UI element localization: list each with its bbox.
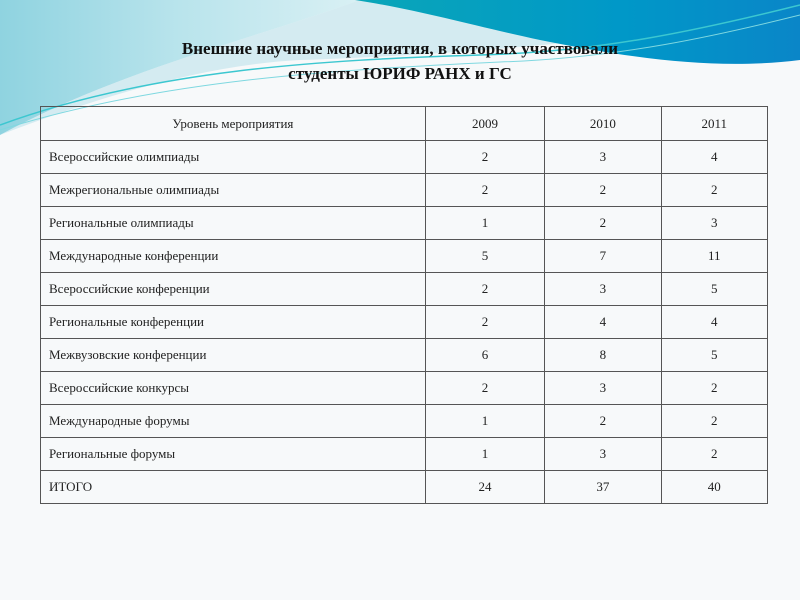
count-cell-2009: 2	[425, 273, 544, 306]
count-cell-2010: 8	[545, 339, 661, 372]
count-cell-2009: 1	[425, 207, 544, 240]
header-2009: 2009	[425, 107, 544, 141]
count-cell-2011: 3	[661, 207, 767, 240]
table-row	[41, 471, 768, 504]
count-cell-2010: 3	[545, 273, 661, 306]
count-cell-2009: 2	[425, 306, 544, 339]
count-cell-2011: 40	[661, 471, 767, 504]
count-cell-2009: 5	[425, 240, 544, 273]
count-cell-2011: 5	[661, 339, 767, 372]
count-cell-2011: 5	[661, 273, 767, 306]
slide-title	[0, 36, 800, 86]
count-cell-2010: 3	[545, 438, 661, 471]
count-cell-2010: 7	[545, 240, 661, 273]
count-cell-2010: 4	[545, 306, 661, 339]
table-row	[41, 339, 768, 372]
count-cell-2011: 2	[661, 372, 767, 405]
event-level-cell: Межрегиональные олимпиады	[41, 174, 426, 207]
table-row	[41, 174, 768, 207]
count-cell-2011: 2	[661, 438, 767, 471]
event-level-cell: Региональные форумы	[41, 438, 426, 471]
event-level-cell: Всероссийские конференции	[41, 273, 426, 306]
table-row	[41, 141, 768, 174]
count-cell-2011: 2	[661, 174, 767, 207]
title-line-2: студенты ЮРИФ РАНХ и ГС	[288, 64, 512, 83]
count-cell-2010: 3	[545, 141, 661, 174]
event-level-cell: Международные конференции	[41, 240, 426, 273]
count-cell-2011: 4	[661, 141, 767, 174]
event-level-cell: ИТОГО	[41, 471, 426, 504]
event-level-cell: Международные форумы	[41, 405, 426, 438]
table-row	[41, 438, 768, 471]
count-cell-2009: 1	[425, 438, 544, 471]
event-level-cell: Региональные конференции	[41, 306, 426, 339]
table-row	[41, 240, 768, 273]
table-row	[41, 306, 768, 339]
table-row	[41, 372, 768, 405]
count-cell-2011: 11	[661, 240, 767, 273]
count-cell-2009: 6	[425, 339, 544, 372]
header-2010: 2010	[545, 107, 661, 141]
event-level-cell: Всероссийские конкурсы	[41, 372, 426, 405]
header-2011: 2011	[661, 107, 767, 141]
count-cell-2010: 2	[545, 207, 661, 240]
count-cell-2010: 37	[545, 471, 661, 504]
events-table	[40, 106, 768, 504]
table-row	[41, 207, 768, 240]
event-level-cell: Всероссийские олимпиады	[41, 141, 426, 174]
header-level: Уровень мероприятия	[41, 107, 426, 141]
table-header-row	[41, 107, 768, 141]
count-cell-2010: 2	[545, 405, 661, 438]
count-cell-2009: 2	[425, 174, 544, 207]
event-level-cell: Межвузовские конференции	[41, 339, 426, 372]
count-cell-2009: 1	[425, 405, 544, 438]
title-line-1: Внешние научные мероприятия, в которых участвовали	[181, 39, 619, 58]
count-cell-2009: 24	[425, 471, 544, 504]
table-row	[41, 273, 768, 306]
count-cell-2010: 2	[545, 174, 661, 207]
count-cell-2011: 2	[661, 405, 767, 438]
count-cell-2009: 2	[425, 141, 544, 174]
count-cell-2011: 4	[661, 306, 767, 339]
table-row	[41, 405, 768, 438]
count-cell-2010: 3	[545, 372, 661, 405]
event-level-cell: Региональные олимпиады	[41, 207, 426, 240]
count-cell-2009: 2	[425, 372, 544, 405]
